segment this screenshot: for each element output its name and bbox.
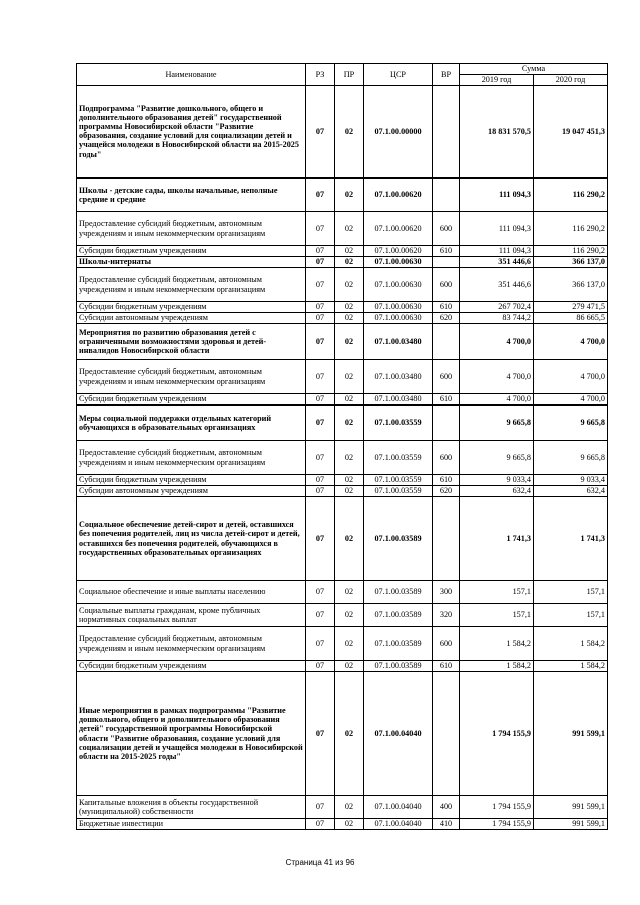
row-name: Капитальные вложения в объекты государственной (муниципальной) собственности [77, 796, 306, 819]
table-row [77, 86, 608, 178]
row-rz: 07 [306, 246, 335, 257]
row-name: Предоставление субсидий бюджетным, автономным учреждениям и иным некоммерческим организациям [77, 441, 306, 475]
row-rz: 07 [306, 313, 335, 324]
row-value-2019: 111 094,3 [460, 212, 534, 246]
row-vr: 600 [433, 268, 460, 302]
row-rz: 07 [306, 672, 335, 796]
row-csr: 07.1.00.00630 [364, 313, 433, 324]
row-pr: 02 [335, 486, 364, 497]
row-csr: 07.1.00.03589 [364, 661, 433, 672]
row-name: Субсидии бюджетным учреждениям [77, 475, 306, 486]
row-vr: 410 [433, 819, 460, 830]
row-name: Субсидии бюджетным учреждениям [77, 394, 306, 405]
row-vr: 400 [433, 796, 460, 819]
row-vr: 620 [433, 313, 460, 324]
row-csr: 07.1.00.04040 [364, 819, 433, 830]
row-value-2020: 9 033,4 [534, 475, 608, 486]
row-value-2019: 157,1 [460, 604, 534, 627]
row-pr: 02 [335, 313, 364, 324]
row-csr: 07.1.00.03480 [364, 324, 433, 360]
row-csr: 07.1.00.03559 [364, 486, 433, 497]
header-rz: РЗ [306, 64, 335, 86]
row-value-2019: 4 700,0 [460, 394, 534, 405]
table-row [77, 324, 608, 360]
row-name: Предоставление субсидий бюджетным, автономным учреждениям и иным некоммерческим организациям [77, 360, 306, 394]
row-csr: 07.1.00.03589 [364, 581, 433, 604]
table-row [77, 178, 608, 212]
row-name: Социальное обеспечение детей-сирот и детей, оставшихся без попечения родителей, лиц из числа детей-сирот и детей, оставшихся без попечения родителей, обучающихся в государственных образовательных организациях [77, 497, 306, 581]
row-rz: 07 [306, 324, 335, 360]
row-vr: 300 [433, 581, 460, 604]
row-value-2020: 1 741,3 [534, 497, 608, 581]
row-value-2019: 1 794 155,9 [460, 819, 534, 830]
table-row [77, 405, 608, 441]
row-csr: 07.1.00.03559 [364, 475, 433, 486]
table-row [77, 246, 608, 257]
row-value-2020: 991 599,1 [534, 796, 608, 819]
row-name: Субсидии бюджетным учреждениям [77, 661, 306, 672]
table-row [77, 302, 608, 313]
row-pr: 02 [335, 672, 364, 796]
row-rz: 07 [306, 178, 335, 212]
row-csr: 07.1.00.00620 [364, 178, 433, 212]
row-vr: 600 [433, 627, 460, 661]
table-row [77, 441, 608, 475]
row-pr: 02 [335, 394, 364, 405]
row-rz: 07 [306, 360, 335, 394]
row-rz: 07 [306, 212, 335, 246]
row-csr: 07.1.00.03589 [364, 627, 433, 661]
row-vr: 600 [433, 441, 460, 475]
row-pr: 02 [335, 497, 364, 581]
row-value-2019: 1 794 155,9 [460, 672, 534, 796]
row-vr: 610 [433, 661, 460, 672]
row-pr: 02 [335, 581, 364, 604]
row-csr: 07.1.00.04040 [364, 796, 433, 819]
row-name: Школы - детские сады, школы начальные, неполные средние и средние [77, 178, 306, 212]
row-name: Иные мероприятия в рамках подпрограммы "Развитие дошкольного, общего и дополнительного образования детей" государственной программы Новосибирской области "Развитие образования, создание условий для социализации детей и учащейся молодежи в Новосибирской области на 2015-2025 годы" [77, 672, 306, 796]
row-value-2020: 4 700,0 [534, 324, 608, 360]
row-pr: 02 [335, 405, 364, 441]
row-rz: 07 [306, 268, 335, 302]
row-csr: 07.1.00.03480 [364, 360, 433, 394]
row-value-2019: 18 831 570,5 [460, 86, 534, 178]
row-value-2020: 157,1 [534, 604, 608, 627]
table-row [77, 661, 608, 672]
row-csr: 07.1.00.03589 [364, 604, 433, 627]
row-rz: 07 [306, 661, 335, 672]
row-vr: 600 [433, 360, 460, 394]
table-row [77, 313, 608, 324]
row-rz: 07 [306, 405, 335, 441]
row-vr: 600 [433, 212, 460, 246]
row-vr [433, 257, 460, 268]
row-value-2020: 991 599,1 [534, 672, 608, 796]
row-pr: 02 [335, 257, 364, 268]
row-value-2019: 1 741,3 [460, 497, 534, 581]
table-row [77, 394, 608, 405]
row-csr: 07.1.00.00620 [364, 246, 433, 257]
table-row [77, 819, 608, 830]
row-value-2020: 1 584,2 [534, 627, 608, 661]
row-value-2020: 9 665,8 [534, 441, 608, 475]
row-value-2019: 4 700,0 [460, 360, 534, 394]
row-vr: 610 [433, 302, 460, 313]
row-vr [433, 324, 460, 360]
row-pr: 02 [335, 178, 364, 212]
row-value-2020: 4 700,0 [534, 360, 608, 394]
table-row [77, 268, 608, 302]
row-name: Бюджетные инвестиции [77, 819, 306, 830]
row-vr: 610 [433, 475, 460, 486]
row-value-2020: 116 290,2 [534, 246, 608, 257]
row-value-2019: 267 702,4 [460, 302, 534, 313]
row-csr: 07.1.00.00000 [364, 86, 433, 178]
row-name: Предоставление субсидий бюджетным, автономным учреждениям и иным некоммерческим организациям [77, 268, 306, 302]
row-name: Мероприятия по развитию образования детей с ограниченными возможностями здоровья и детей-инвалидов Новосибирской области [77, 324, 306, 360]
row-value-2020: 157,1 [534, 581, 608, 604]
row-rz: 07 [306, 475, 335, 486]
row-pr: 02 [335, 86, 364, 178]
row-csr: 07.1.00.03589 [364, 497, 433, 581]
table-row [77, 212, 608, 246]
row-rz: 07 [306, 86, 335, 178]
row-vr [433, 497, 460, 581]
row-value-2020: 366 137,0 [534, 268, 608, 302]
table-row [77, 581, 608, 604]
row-name: Предоставление субсидий бюджетным, автономным учреждениям и иным некоммерческим организациям [77, 212, 306, 246]
row-value-2020: 366 137,0 [534, 257, 608, 268]
row-csr: 07.1.00.03559 [364, 405, 433, 441]
row-name: Школы-интернаты [77, 257, 306, 268]
row-pr: 02 [335, 661, 364, 672]
row-name: Социальное обеспечение и иные выплаты населению [77, 581, 306, 604]
row-csr: 07.1.00.00620 [364, 212, 433, 246]
row-pr: 02 [335, 627, 364, 661]
row-value-2019: 632,4 [460, 486, 534, 497]
row-name: Подпрограмма "Развитие дошкольного, общего и дополнительного образования детей" государственной программы Новосибирской области "Развитие образования, создание условий для социализации детей и учащейся молодежи в Новосибирской области на 2015-2025 годы" [77, 86, 306, 178]
row-value-2020: 632,4 [534, 486, 608, 497]
row-name: Субсидии автономным учреждениям [77, 486, 306, 497]
row-vr: 320 [433, 604, 460, 627]
row-pr: 02 [335, 475, 364, 486]
table-row [77, 257, 608, 268]
row-rz: 07 [306, 796, 335, 819]
row-name: Предоставление субсидий бюджетным, автономным учреждениям и иным некоммерческим организациям [77, 627, 306, 661]
row-value-2020: 19 047 451,3 [534, 86, 608, 178]
row-rz: 07 [306, 819, 335, 830]
row-value-2019: 111 094,3 [460, 246, 534, 257]
row-value-2020: 116 290,2 [534, 178, 608, 212]
row-name: Социальные выплаты гражданам, кроме публичных нормативных социальных выплат [77, 604, 306, 627]
row-pr: 02 [335, 246, 364, 257]
row-value-2020: 4 700,0 [534, 394, 608, 405]
row-csr: 07.1.00.03559 [364, 441, 433, 475]
row-name: Субсидии бюджетным учреждениям [77, 302, 306, 313]
row-value-2019: 9 033,4 [460, 475, 534, 486]
row-csr: 07.1.00.00630 [364, 257, 433, 268]
row-value-2019: 1 584,2 [460, 627, 534, 661]
row-csr: 07.1.00.04040 [364, 672, 433, 796]
row-rz: 07 [306, 581, 335, 604]
row-value-2019: 4 700,0 [460, 324, 534, 360]
row-rz: 07 [306, 394, 335, 405]
row-csr: 07.1.00.00630 [364, 268, 433, 302]
row-vr: 610 [433, 394, 460, 405]
header-name: Наименование [77, 64, 306, 86]
row-rz: 07 [306, 302, 335, 313]
row-pr: 02 [335, 212, 364, 246]
row-value-2019: 351 446,6 [460, 257, 534, 268]
header-vr: ВР [433, 64, 460, 86]
row-rz: 07 [306, 627, 335, 661]
row-value-2019: 111 094,3 [460, 178, 534, 212]
header-csr: ЦСР [364, 64, 433, 86]
table-row [77, 486, 608, 497]
table-row [77, 796, 608, 819]
row-value-2020: 279 471,5 [534, 302, 608, 313]
row-vr: 610 [433, 246, 460, 257]
row-pr: 02 [335, 324, 364, 360]
header-sum: Сумма [460, 64, 608, 75]
row-value-2019: 9 665,8 [460, 441, 534, 475]
table-row [77, 627, 608, 661]
row-value-2019: 351 446,6 [460, 268, 534, 302]
row-value-2019: 9 665,8 [460, 405, 534, 441]
row-rz: 07 [306, 257, 335, 268]
row-rz: 07 [306, 497, 335, 581]
row-pr: 02 [335, 441, 364, 475]
row-value-2020: 9 665,8 [534, 405, 608, 441]
row-name: Меры социальной поддержки отдельных категорий обучающихся в образовательных организациях [77, 405, 306, 441]
row-pr: 02 [335, 268, 364, 302]
row-vr [433, 405, 460, 441]
table-row [77, 497, 608, 581]
row-rz: 07 [306, 486, 335, 497]
table-row [77, 604, 608, 627]
table-row [77, 475, 608, 486]
row-name: Субсидии бюджетным учреждениям [77, 246, 306, 257]
row-rz: 07 [306, 604, 335, 627]
row-value-2019: 83 744,2 [460, 313, 534, 324]
row-vr [433, 178, 460, 212]
row-pr: 02 [335, 819, 364, 830]
row-pr: 02 [335, 360, 364, 394]
table-body [77, 86, 608, 830]
row-value-2020: 991 599,1 [534, 819, 608, 830]
row-vr [433, 672, 460, 796]
header-2020: 2020 год [534, 75, 608, 86]
header-2019: 2019 год [460, 75, 534, 86]
row-pr: 02 [335, 796, 364, 819]
row-value-2020: 86 665,5 [534, 313, 608, 324]
row-value-2019: 1 584,2 [460, 661, 534, 672]
row-value-2019: 157,1 [460, 581, 534, 604]
row-name: Субсидии автономным учреждениям [77, 313, 306, 324]
row-vr: 620 [433, 486, 460, 497]
header-pr: ПР [335, 64, 364, 86]
row-value-2020: 116 290,2 [534, 212, 608, 246]
row-csr: 07.1.00.03480 [364, 394, 433, 405]
row-rz: 07 [306, 441, 335, 475]
row-pr: 02 [335, 604, 364, 627]
table-row [77, 360, 608, 394]
row-value-2019: 1 794 155,9 [460, 796, 534, 819]
page-number: Страница 41 из 96 [285, 858, 355, 867]
table-row [77, 672, 608, 796]
row-vr [433, 86, 460, 178]
row-pr: 02 [335, 302, 364, 313]
budget-table [76, 63, 608, 830]
row-value-2020: 1 584,2 [534, 661, 608, 672]
row-csr: 07.1.00.00630 [364, 302, 433, 313]
